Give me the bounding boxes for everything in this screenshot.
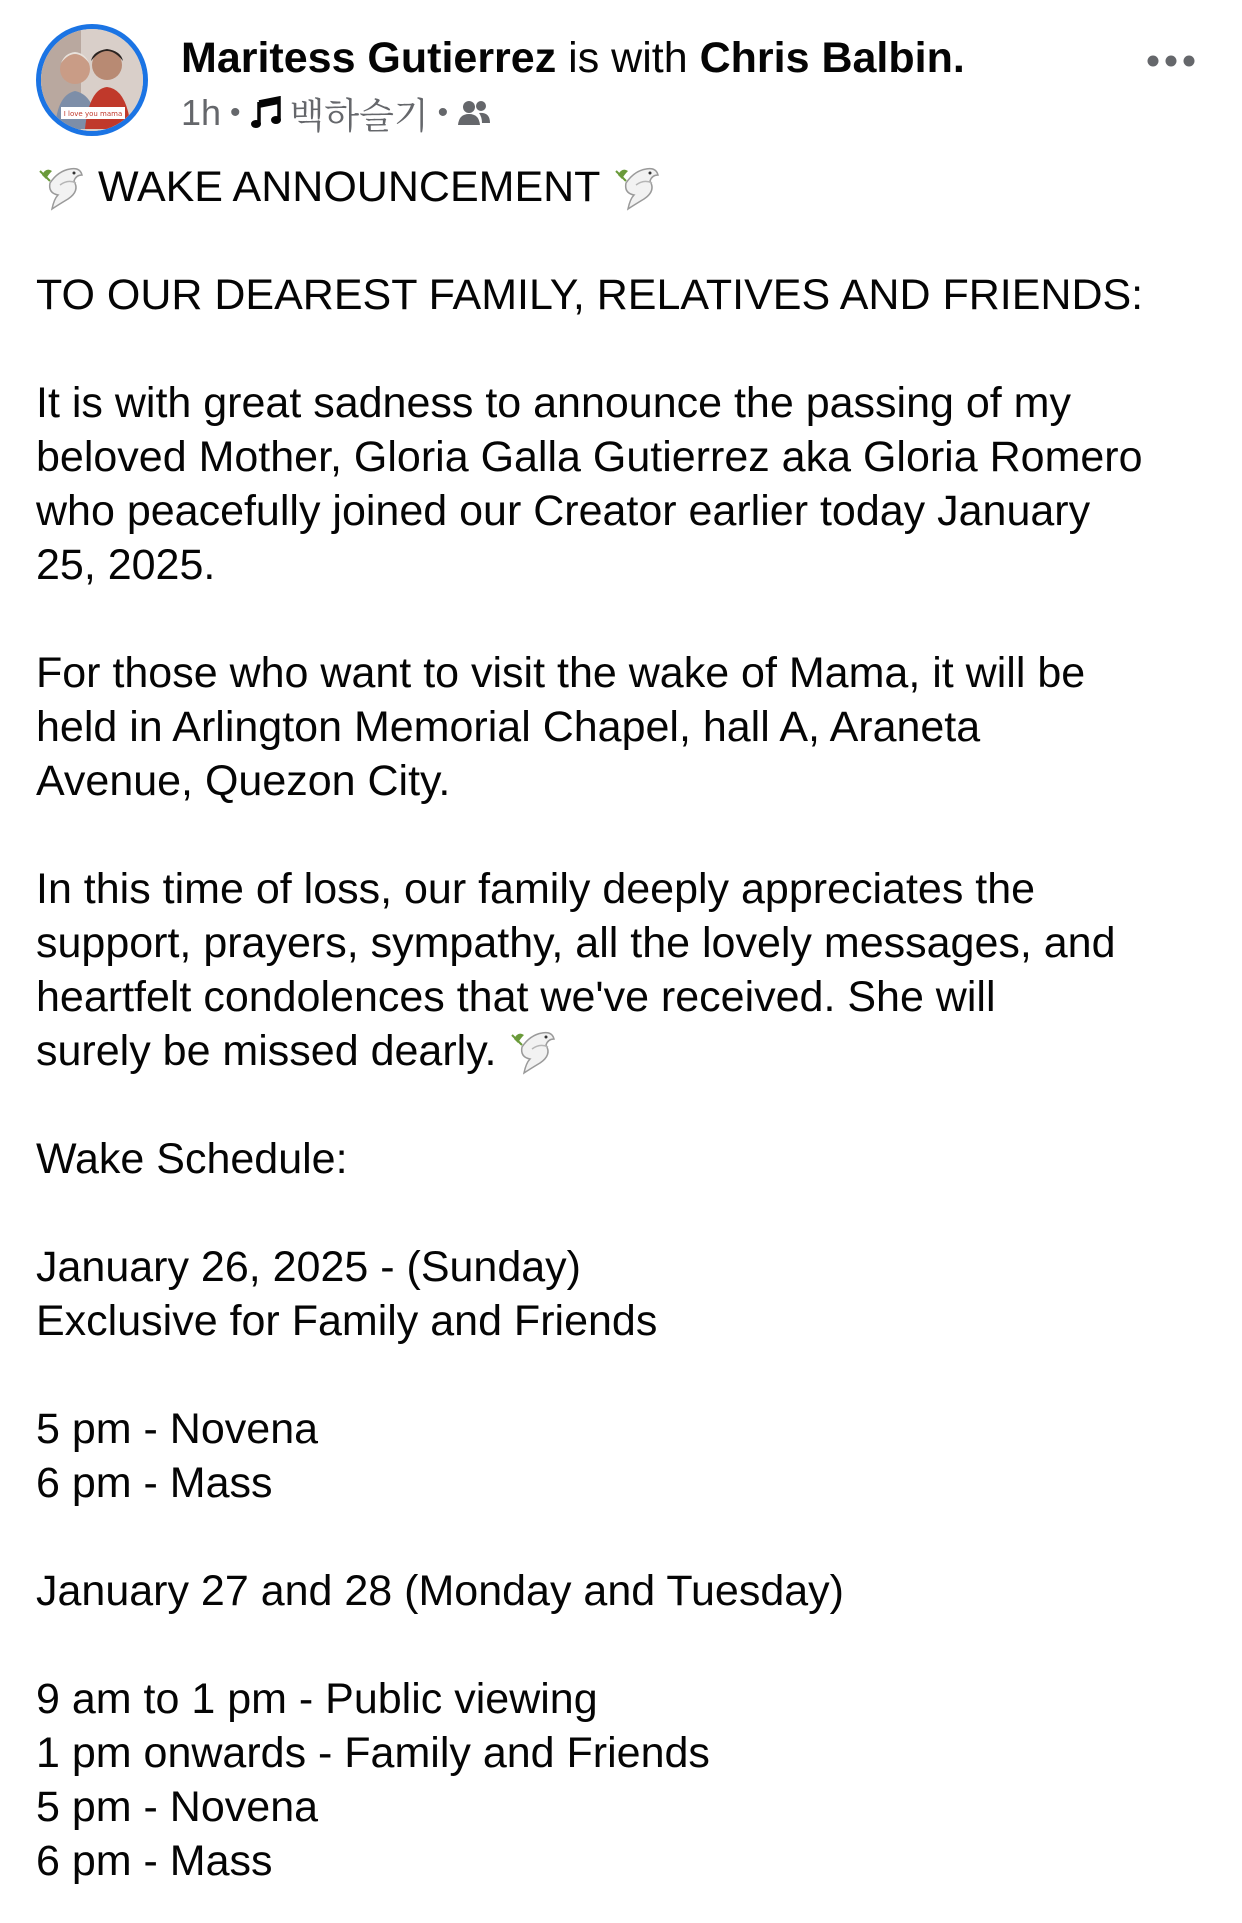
schedule-day-date: January 27 and 28 (Monday and Tuesday) <box>36 1567 844 1615</box>
avatar-photo <box>41 29 143 131</box>
paragraph-line: held in Arlington Memorial Chapel, hall A, Araneta <box>36 703 981 751</box>
announcement-title: WAKE ANNOUNCEMENT <box>97 163 600 211</box>
dove-icon <box>508 1025 558 1075</box>
post-content <box>36 160 1216 1888</box>
author-line <box>181 32 965 84</box>
paragraph-line: Avenue, Quezon City. <box>36 757 451 805</box>
schedule-item: 6 pm - Mass <box>36 1459 273 1507</box>
paragraph-line: 25, 2025. <box>36 541 216 589</box>
schedule-item: 1 pm onwards - Family and Friends <box>36 1729 710 1777</box>
schedule-heading: Wake Schedule: <box>36 1135 348 1183</box>
separator-dot: • <box>230 96 241 129</box>
paragraph-line: It is with great sadness to announce the passing of my <box>36 379 1071 427</box>
announcement-title-line <box>36 160 1216 214</box>
schedule-day-date: January 26, 2025 - (Sunday) <box>36 1243 581 1291</box>
paragraph-line: In this time of loss, our family deeply appreciates the <box>36 865 1036 913</box>
author-name[interactable]: Maritess Gutierrez <box>181 34 557 82</box>
tagged-name[interactable]: Chris Balbin. <box>699 34 965 82</box>
schedule-day-note: Exclusive for Family and Friends <box>36 1297 658 1345</box>
paragraph-line: support, prayers, sympathy, all the lovely messages, and <box>36 919 1116 967</box>
paragraph-line: surely be missed dearly. <box>36 1027 497 1075</box>
post-meta <box>181 90 497 136</box>
dove-icon <box>612 161 662 211</box>
with-text: is with <box>556 34 700 82</box>
paragraph-line-with-dove <box>36 1024 1216 1078</box>
paragraph-line: heartfelt condolences that we've received. She will <box>36 973 996 1021</box>
schedule-item: 9 am to 1 pm - Public viewing <box>36 1675 598 1723</box>
friends-icon[interactable] <box>457 98 491 128</box>
music-note-icon <box>250 96 284 130</box>
schedule-item: 6 pm - Mass <box>36 1837 273 1885</box>
schedule-item: 5 pm - Novena <box>36 1783 319 1831</box>
salutation: TO OUR DEAREST FAMILY, RELATIVES AND FRIENDS: <box>36 271 1144 319</box>
author-avatar[interactable] <box>36 24 148 136</box>
music-title[interactable]: 백하슬기 <box>289 94 429 136</box>
more-options-button[interactable] <box>1136 38 1206 84</box>
paragraph-line: who peacefully joined our Creator earlier today January <box>36 487 1091 535</box>
dove-icon <box>36 161 86 211</box>
post-time[interactable]: 1h <box>181 92 222 133</box>
paragraph-line: beloved Mother, Gloria Galla Gutierrez aka Gloria Romero <box>36 433 1143 481</box>
avatar-caption: I love you mama <box>63 110 123 118</box>
more-icon <box>1146 54 1196 68</box>
post-header <box>36 24 1206 142</box>
separator-dot: • <box>437 96 449 129</box>
schedule-item: 5 pm - Novena <box>36 1405 319 1453</box>
paragraph-line: For those who want to visit the wake of Mama, it will be <box>36 649 1086 697</box>
